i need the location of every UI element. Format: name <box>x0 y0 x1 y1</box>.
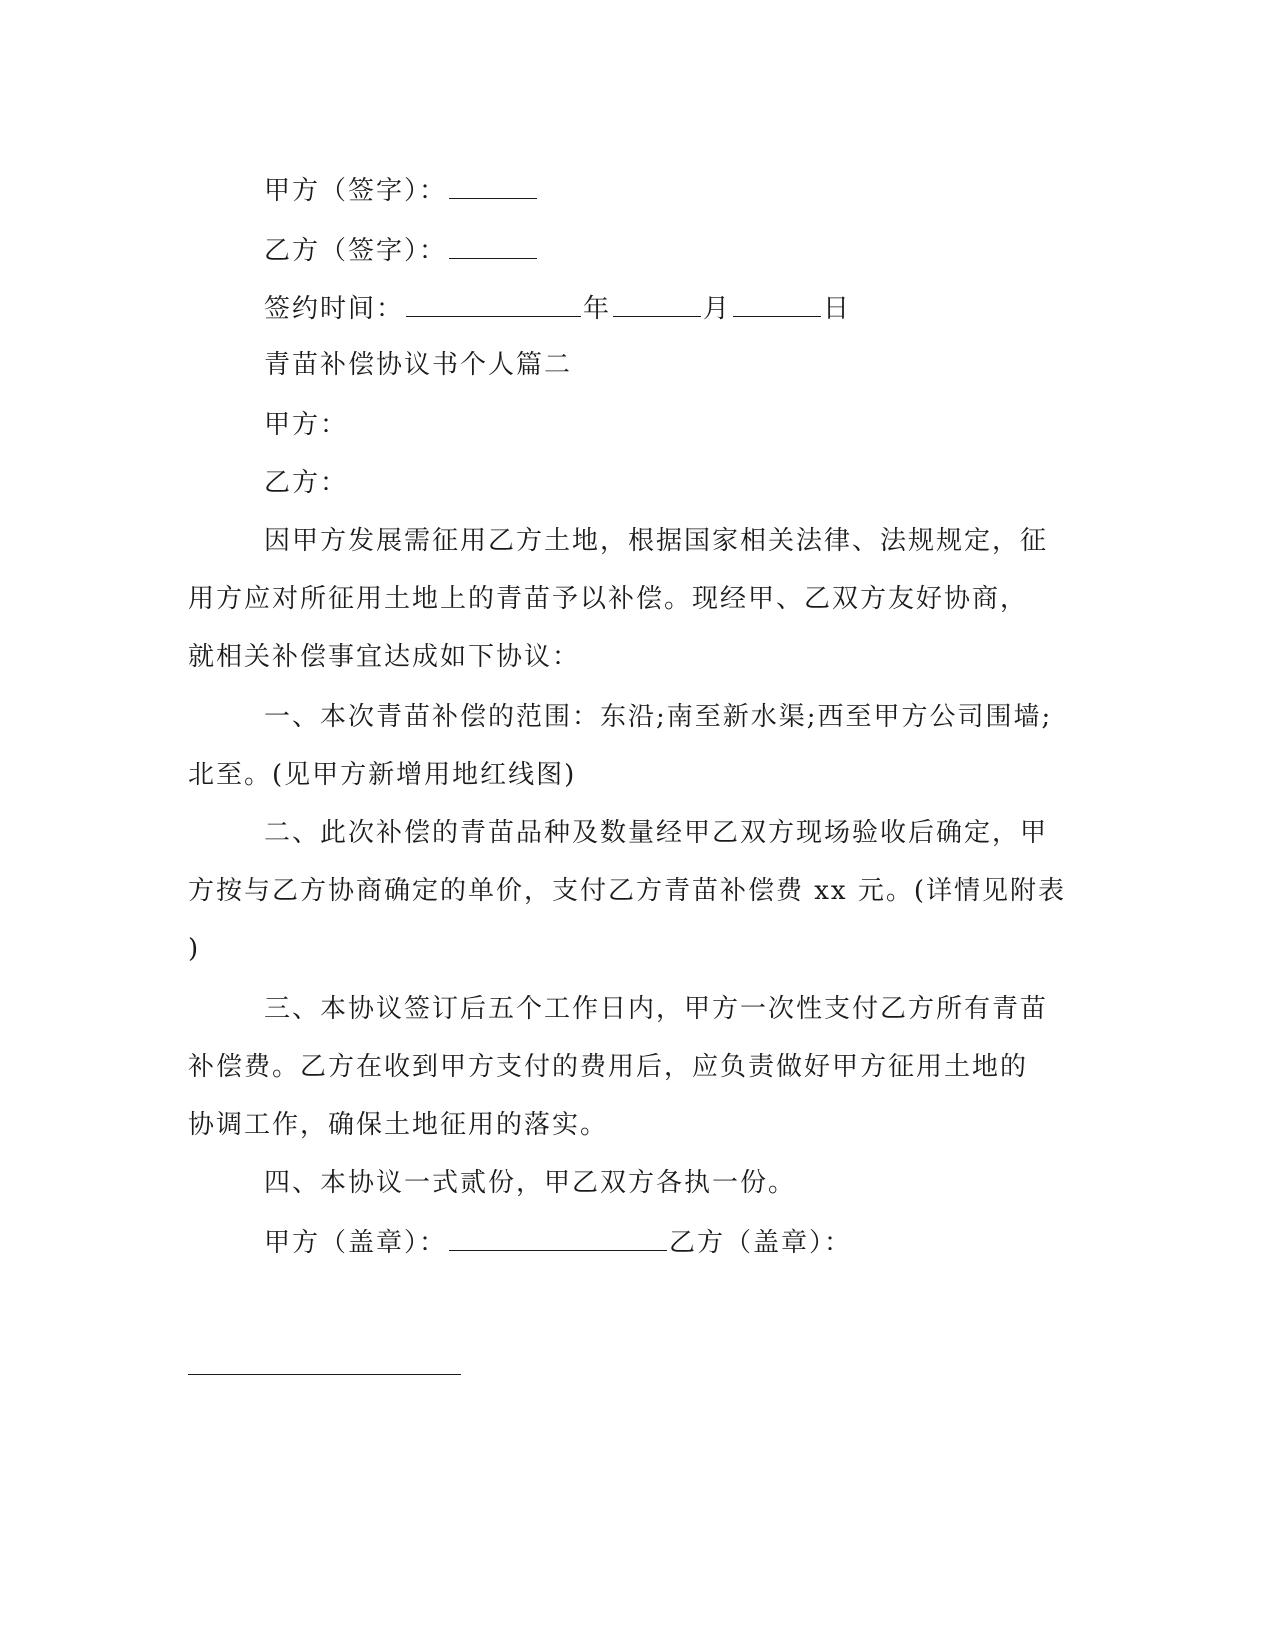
clause-3-line-1: 三、本协议签订后五个工作日内，甲方一次性支付乙方所有青苗 <box>264 994 1049 1024</box>
date-year-blank <box>406 290 581 317</box>
seal-blank-party-b <box>188 1374 461 1375</box>
signature-line-party-a <box>264 172 1164 208</box>
signing-date-label: 签约时间： <box>264 294 405 324</box>
clause-3-line-3: 协调工作，确保土地征用的落实。 <box>188 1110 609 1140</box>
clause-2-line-3: ) <box>188 934 201 964</box>
section-title: 青苗补偿协议书个人篇二 <box>264 350 573 380</box>
clause-3-line-2: 补偿费。乙方在收到甲方支付的费用后，应负责做好甲方征用土地的 <box>188 1052 1029 1082</box>
seal-line <box>264 1224 1164 1260</box>
clause-1-line-1: 一、本次青苗补偿的范围：东沿;南至新水渠;西至甲方公司围墙; <box>264 702 1053 732</box>
signature-label-party-b: 乙方（签字）： <box>264 236 448 266</box>
date-month-blank <box>613 290 701 317</box>
signature-blank-party-a <box>449 172 537 199</box>
signature-label-party-a: 甲方（签字）： <box>264 176 448 206</box>
clause-2-line-2: 方按与乙方协商确定的单价，支付乙方青苗补偿费 xx 元。(详情见附表 <box>188 876 1066 906</box>
date-day-label: 日 <box>823 294 852 324</box>
intro-paragraph-line-3: 就相关补偿事宜达成如下协议： <box>188 642 581 672</box>
signature-blank-party-b <box>449 232 537 259</box>
seal-blank-party-a <box>449 1224 667 1251</box>
date-year-label: 年 <box>583 294 612 324</box>
clause-1-line-2: 北至。(见甲方新增用地红线图) <box>188 760 577 790</box>
clause-4-line: 四、本协议一式贰份，甲乙双方各执一份。 <box>264 1168 797 1198</box>
seal-label-party-a: 甲方（盖章）： <box>264 1228 448 1258</box>
party-b-line: 乙方： <box>264 468 349 498</box>
intro-paragraph-line-1: 因甲方发展需征用乙方土地，根据国家相关法律、法规规定，征 <box>264 526 1049 556</box>
date-month-label: 月 <box>703 294 732 324</box>
intro-paragraph-line-2: 用方应对所征用土地上的青苗予以补偿。现经甲、乙双方友好协商， <box>188 584 1029 614</box>
date-day-blank <box>733 290 821 317</box>
clause-2-line-1: 二、此次补偿的青苗品种及数量经甲乙双方现场验收后确定，甲 <box>264 818 1049 848</box>
seal-label-party-b: 乙方（盖章）： <box>669 1228 853 1258</box>
signature-line-party-b <box>264 232 1164 268</box>
signing-date-line <box>264 290 1164 326</box>
party-a-line: 甲方： <box>264 410 349 440</box>
